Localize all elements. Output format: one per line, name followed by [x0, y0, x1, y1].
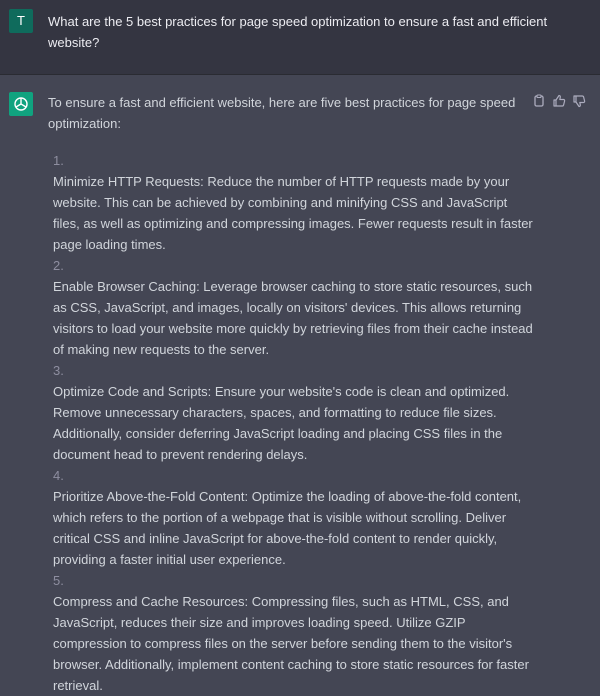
assistant-answer	[48, 92, 534, 696]
list-text: Prioritize Above-the-Fold Content: Optimize the loading of above-the-fold content, which refers to the portion of a webpage that is visible without scrolling. Deliver critical CSS and inline JavaScript for above-the-fold content to render quickly, providing a faster initial user experience.	[53, 489, 522, 567]
list-item	[53, 150, 534, 255]
copy-icon[interactable]	[532, 94, 546, 108]
list-item	[53, 360, 534, 465]
list-text: Compress and Cache Resources: Compressing files, such as HTML, CSS, and JavaScript, reduces their size and improves loading speed. Utilize GZIP compression to compress files on the server before sending them to the visitor's browser. Additionally, implement content caching to store static resources for faster retrieval.	[53, 594, 529, 693]
list-item	[53, 255, 534, 360]
thumbs-down-icon[interactable]	[572, 94, 586, 108]
assistant-message-row	[0, 75, 600, 693]
user-avatar: T	[9, 9, 33, 33]
list-number: 3.	[53, 363, 64, 378]
list-number: 2.	[53, 258, 64, 273]
user-message-text: What are the 5 best practices for page speed optimization to ensure a fast and efficient website?	[48, 14, 548, 50]
chatgpt-logo-icon	[9, 92, 33, 116]
list-item	[53, 465, 534, 570]
user-message-row	[0, 0, 600, 75]
thumbs-up-icon[interactable]	[552, 94, 566, 108]
answer-intro: To ensure a fast and efficient website, here are five best practices for page speed optimization:	[48, 95, 516, 131]
list-text: Optimize Code and Scripts: Ensure your website's code is clean and optimized. Remove unnecessary characters, spaces, and formatting to reduce file sizes. Additionally, consider deferring JavaScript loading and placing CSS files in the document head to prevent rendering delays.	[53, 384, 510, 462]
list-number: 4.	[53, 468, 64, 483]
list-item	[53, 570, 534, 696]
list-text: Enable Browser Caching: Leverage browser caching to store static resources, such as CSS, JavaScript, and images, locally on visitors' devices. This allows returning visitors to load your website more quickly by retrieving files from their cache instead of making new requests to the server.	[53, 279, 533, 357]
list-text: Minimize HTTP Requests: Reduce the number of HTTP requests made by your website. This can be achieved by combining and minifying CSS and JavaScript files, as well as optimizing and compressing images. Fewer requests result in faster page loading times.	[53, 174, 533, 252]
list-number: 5.	[53, 573, 64, 588]
message-actions	[532, 94, 586, 108]
list-number: 1.	[53, 153, 64, 168]
